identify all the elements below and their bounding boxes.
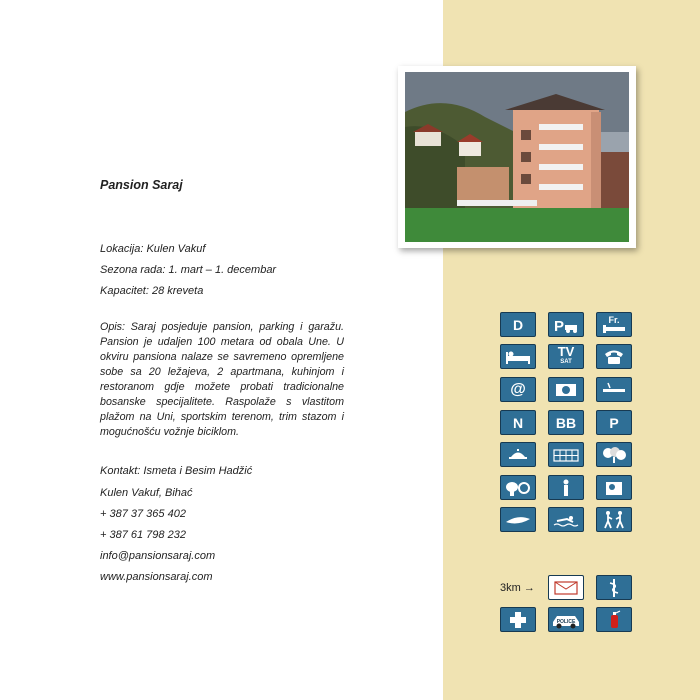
contact-email[interactable]: info@pansionsaraj.com — [100, 550, 216, 562]
laundry-icon — [548, 377, 584, 402]
contact-website[interactable]: www.pansionsaraj.com — [100, 571, 213, 583]
free-bed-icon: Fr. — [596, 312, 632, 337]
mail-icon — [548, 575, 584, 600]
sauna-icon — [596, 475, 632, 500]
cafe-icon — [500, 475, 536, 500]
first-aid-icon — [500, 607, 536, 632]
d-icon: D — [500, 312, 536, 337]
bb-icon: BB — [548, 410, 584, 435]
police-icon — [548, 607, 584, 632]
tv-sat-icon: TV SAT — [548, 344, 584, 369]
telephone-icon — [596, 344, 632, 369]
location-text: Lokacija: Kulen Vakuf — [100, 243, 206, 255]
season-text: Sezona rada: 1. mart – 1. decembar — [100, 264, 277, 276]
svg-text:POLICE: POLICE — [556, 618, 576, 625]
boat-icon — [500, 507, 536, 532]
page-title: Pansion Saraj — [100, 178, 183, 192]
description-paragraph: Opis: Saraj posjeduje pansion, parking i garažu. Pansion je udaljen 100 metara od obala Une. U okviru pansiona nalaze se savremeno opremljene sobe sa 20 ležajeva, 2 apartmana, kuhinjom i restoranom gdje možete probati tradicionalne bosanske specijalitete. Raspolaže s vlastitom plažom na Uni, sportskim terenom, trim stazom i mogućnošću vožnje biciklom. — [100, 321, 344, 438]
capacity-text: Kapacitet: 28 kreveta — [100, 285, 204, 297]
distance-label: 3km → — [500, 582, 535, 594]
contact-persons: Kontakt: Ismeta i Besim Hadžić — [100, 465, 253, 477]
p-icon: P — [596, 410, 632, 435]
contact-phone-2: + 387 61 798 232 — [100, 529, 186, 541]
fire-extinguisher-icon — [596, 607, 632, 632]
contact-phone-1: + 387 37 365 402 — [100, 508, 186, 520]
hiking-icon — [596, 507, 632, 532]
swimming-icon — [548, 507, 584, 532]
contact-address: Kulen Vakuf, Bihać — [100, 487, 193, 499]
bed-icon — [500, 344, 536, 369]
svg-text:P: P — [554, 317, 565, 334]
sports-court-icon — [548, 442, 584, 467]
parking-icon — [548, 312, 584, 337]
person-icon — [548, 475, 584, 500]
trees-icon — [596, 442, 632, 467]
no-smoking-icon — [596, 377, 632, 402]
internet-icon: @ — [500, 377, 536, 402]
n-icon: N — [500, 410, 536, 435]
restaurant-icon — [500, 442, 536, 467]
pharmacy-icon — [596, 575, 632, 600]
pension-photo — [398, 66, 636, 248]
